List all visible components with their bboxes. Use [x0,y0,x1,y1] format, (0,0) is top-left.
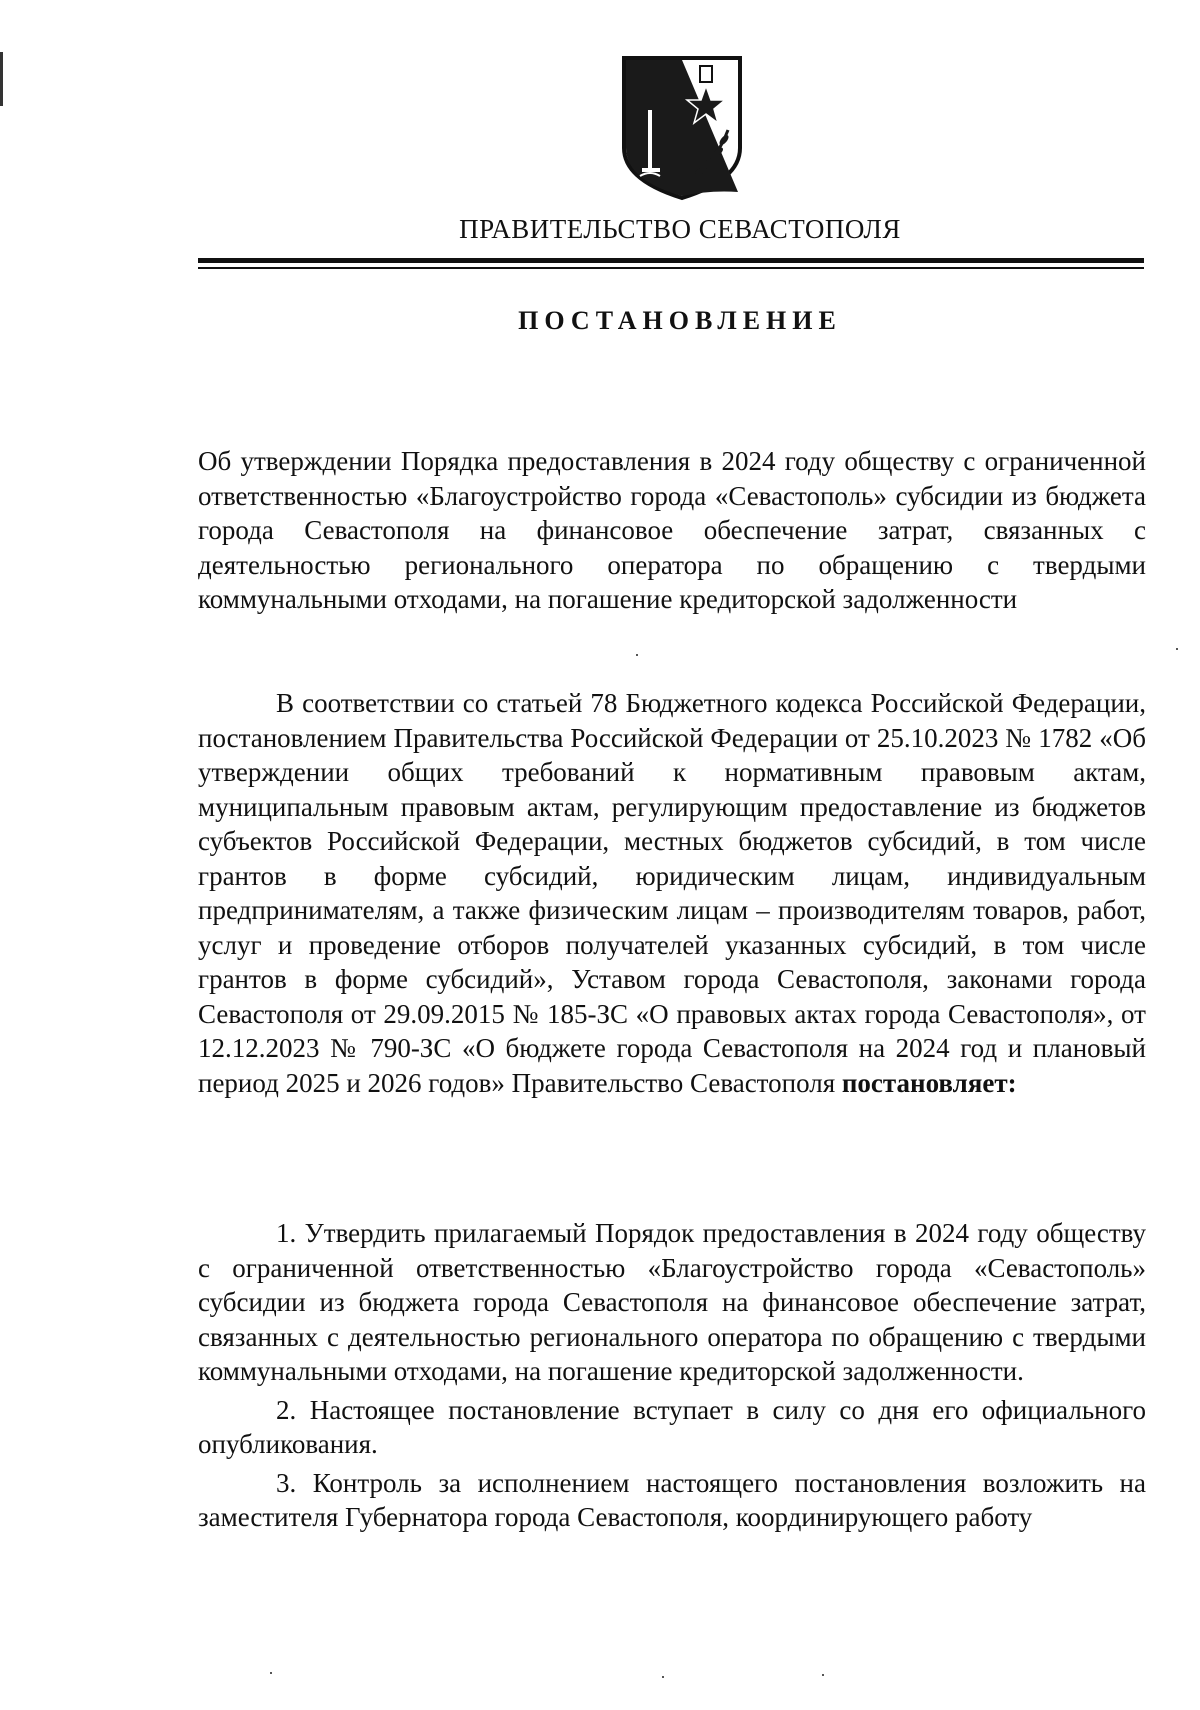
resolution-items [198,1216,1146,1535]
sevastopol-coat-of-arms-icon [620,52,744,202]
resolution-item-2: 2. Настоящее постановление вступает в силу со дня его официального опубликования. [198,1394,1146,1459]
resolution-item-1: 1. Утвердить прилагаемый Порядок предоставления в 2024 году обществу с ограниченной ответственностью «Благоустройство города «Севастополь» субсидии из бюджета города Севастополя на финансовое обеспечение затрат, связанных с деятельностью регионального оператора по обращению с твердыми коммунальными отходами, на погашение кредиторской задолженности. [198,1218,1146,1386]
document-type-heading: ПОСТАНОВЛЕНИЕ [518,306,842,335]
organization-title: ПРАВИТЕЛЬСТВО СЕВАСТОПОЛЯ [459,214,901,244]
scan-speck [1176,648,1178,650]
header-divider-thick [198,258,1144,263]
preamble-paragraph [198,686,1146,1100]
header-divider-thin [198,267,1144,269]
document-subject: Об утверждении Порядка предоставления в 2024 году обществу с ограниченной ответственностью «Благоустройство города «Севастополь» субсидии из бюджета города Севастополя на финансовое обеспечение затрат, связанных с деятельностью регионального оператора по обращению с твердыми коммунальными отходами, на погашение кредиторской задолженности [198,446,1146,614]
scan-speck [270,1672,272,1674]
header-divider [198,258,1144,270]
scan-speck [636,654,638,656]
preamble-text: В соответствии со статьей 78 Бюджетного кодекса Российской Федерации, постановлением Правительства Российской Федерации от 25.10.2023 № 1782 «Об утверждении общих требований к нормативным правовым актам, муниципальным правовым актам, регулирующим предоставление из бюджетов субъектов Российской Федерации, местных бюджетов субсидий, в том числе грантов в форме субсидий, юридическим лицам, индивидуальным предпринимателям, а также физическим лицам – производителям товаров, работ, услуг и проведение отборов получателей указанных субсидий, в том числе грантов в форме субсидий», Уставом города Севастополя, законами города Севастополя от 29.09.2015 № 185-ЗС «О правовых актах города Севастополя», от 12.12.2023 № 790-ЗС «О бюджете города Севастополя на 2024 год и плановый период 2025 и 2026 годов» Правительство Севастополя [198,688,1146,1098]
scan-speck [822,1674,824,1676]
scan-margin-mark [0,52,3,106]
scan-speck [662,1676,664,1678]
decision-word: постановляет: [841,1067,1017,1098]
resolution-item-3: 3. Контроль за исполнением настоящего постановления возложить на заместителя Губернатора города Севастополя, координирующего работу [198,1467,1146,1532]
